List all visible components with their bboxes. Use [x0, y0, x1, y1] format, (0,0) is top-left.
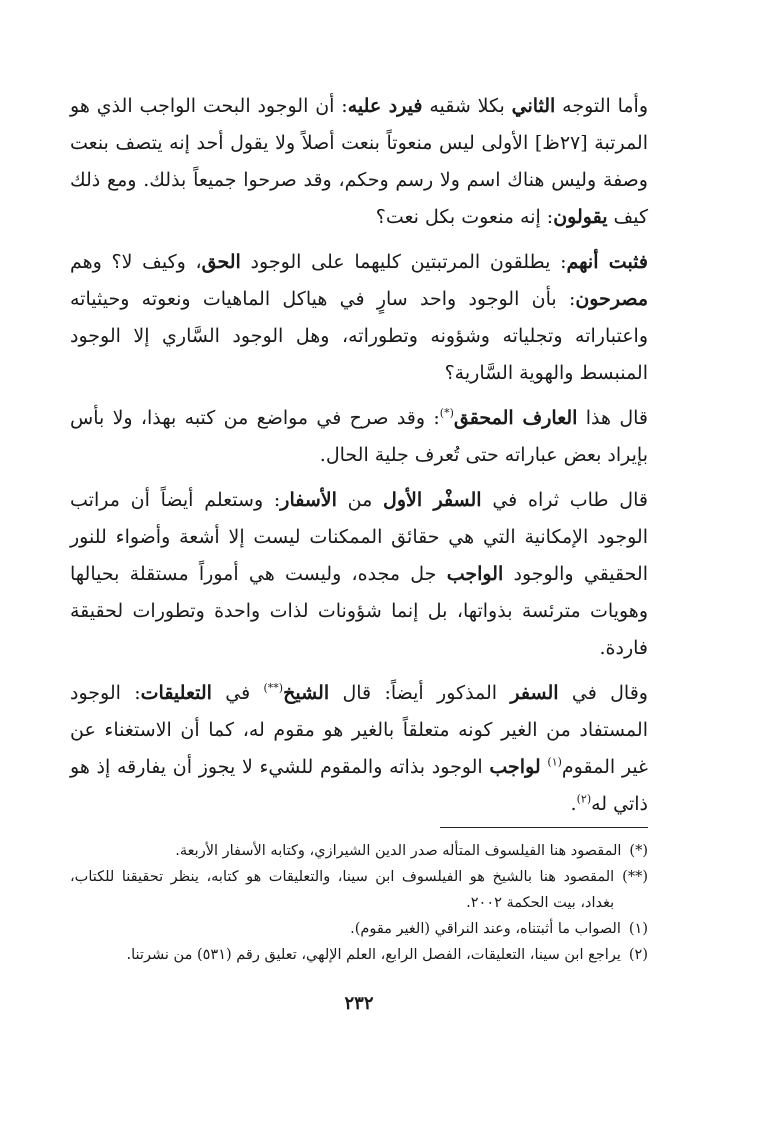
text-run: : الوجود المستفاد من الغير كونه متعلقاً بالغير هو مقوم له، كما أن الاستغناء عن غير المقوم [70, 682, 648, 778]
emphasis: التعليقات [140, 682, 212, 704]
book-page [70, 88, 649, 1014]
footnote-text: يراجع ابن سينا، التعليقات، الفصل الرابع، العلم الإلهي، تعليق رقم (٥٣١) من نشرتنا. [126, 947, 621, 963]
footnote-reference: (*) [439, 406, 454, 420]
emphasis: فيرد عليه [347, 95, 423, 117]
paragraph-5 [70, 675, 648, 823]
text-run: . [570, 793, 577, 815]
footnote-marker: (١) [628, 921, 648, 937]
text-run: بكلا شقيه [422, 95, 512, 117]
footnote-text: الصواب ما أثبتناه، وعند النراقي (الغير مقوم). [350, 921, 621, 937]
emphasis: فثبت أنهم [566, 251, 648, 273]
emphasis: لواجب [489, 756, 541, 778]
text-run: : وقد صرح في مواضع من كتبه بهذا، ولا بأس بإيراد بعض عباراته حتى تُعرف جلية الحال. [70, 407, 648, 466]
footnote [70, 864, 648, 916]
text-run: : بأن الوجود واحد سارٍ في هياكل الماهيات ونعوته وحيثياته واعتباراته وتجلياته وشؤونه وتطوراته، وهل الوجود السَّاري إلا الوجود المنبسط والهوية السَّارية؟ [70, 288, 648, 384]
text-run: وأما التوجه [555, 95, 649, 117]
emphasis: الأسفار [280, 489, 337, 511]
footnote-reference: (٢) [576, 792, 592, 806]
text-run: : إنه منعوت بكل نعت؟ [375, 206, 554, 228]
emphasis: الثاني [511, 95, 556, 117]
paragraph-1 [70, 88, 648, 236]
emphasis: مصرحون [575, 288, 648, 310]
emphasis: السفر [510, 682, 559, 704]
text-run: جل مجده، وليست هي أموراً مستقلة بحيالها وهويات مترئسة بذواتها، بل إنما شؤونات لذات واحدة وتطورات لحقيقة فاردة. [70, 563, 648, 659]
emphasis: الشيخ [283, 682, 330, 704]
text-run: وقال في [558, 682, 648, 704]
footnote-reference: (**) [263, 681, 284, 695]
text-run: من [336, 489, 384, 511]
text-run: قال طاب ثراه في [481, 489, 648, 511]
footnote-marker: (**) [622, 869, 648, 885]
emphasis: العارف المحقق [453, 407, 578, 429]
footnote-reference: (١) [547, 755, 562, 769]
page-number: ٢٣٢ [344, 993, 374, 1014]
footnote [70, 916, 648, 942]
text-run: : وستعلم أيضاً أن مراتب الوجود الإمكانية التي هي حقائق الممكنات ليست إلا أشعة وأضواء للنور الحقيقي والوجود [70, 489, 648, 585]
footnote [70, 838, 648, 864]
paragraph-3 [70, 400, 648, 474]
footnote-marker: (٢) [628, 947, 648, 963]
emphasis: الواجب [446, 563, 504, 585]
footnotes [70, 838, 648, 968]
emphasis: يقولون [553, 206, 608, 228]
paragraph-4 [70, 482, 648, 667]
footnote-marker: (*) [629, 843, 648, 859]
footnote-text: المقصود هنا بالشيخ هو الفيلسوف ابن سينا، والتعليقات هو كتابه، ينظر تحقيقنا للكتاب، بغداد، بيت الحكمة ٢٠٠٢. [70, 869, 615, 911]
emphasis: السفْر الأول [383, 489, 482, 511]
footnote-text: المقصود هنا الفيلسوف المتأله صدر الدين الشيرازي، وكتابه الأسفار الأربعة. [175, 843, 622, 859]
text-run: الوجود بذاته والمقوم للشيء لا يجوز أن يفارقه إذ هو ذاتي له [70, 756, 648, 815]
text-run: : أن الوجود البحت الواجب الذي هو المرتبة [٢٧ظ] الأولى ليس منعوتاً بنعت أصلاً ولا يقول أحد إنه يتصف بنعت وصفة وليس هناك اسم ولا رسم وحكم، وقد صرحوا جميعاً بذلك. ومع ذلك كيف [70, 95, 648, 228]
emphasis: الحق [201, 251, 241, 273]
text-run: : يطلقون المرتبتين كليهما على الوجود [240, 251, 567, 273]
text-run: في [211, 682, 264, 704]
text-run: ، وكيف لا؟ وهم [70, 251, 202, 273]
footnote-separator [440, 827, 648, 828]
text-run: قال هذا [577, 407, 649, 429]
footnote [70, 942, 648, 968]
text-run: المذكور أيضاً: قال [329, 682, 511, 704]
paragraph-2 [70, 244, 648, 392]
